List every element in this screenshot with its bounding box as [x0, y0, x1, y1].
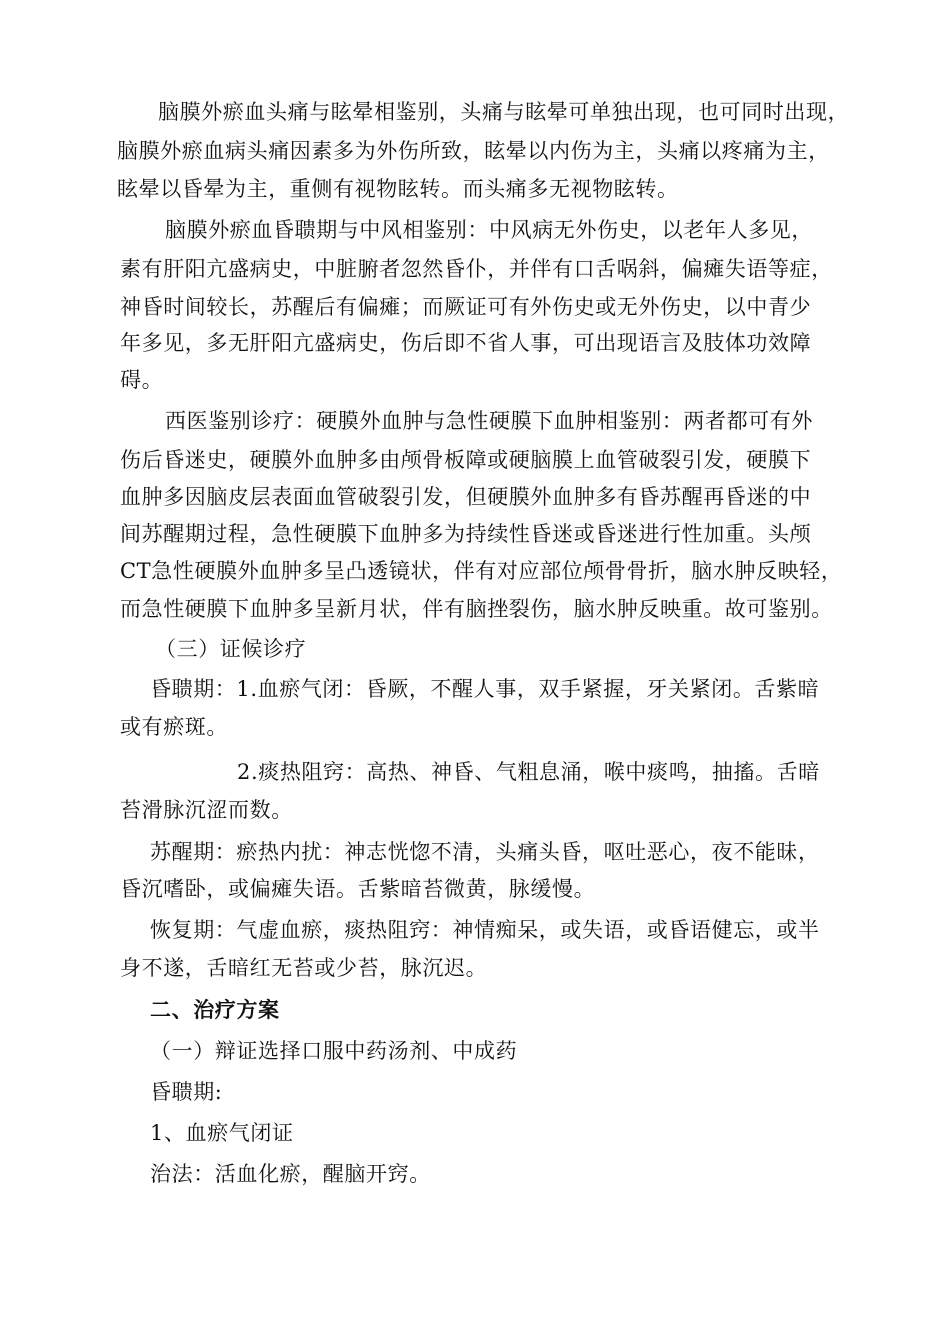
- item-title: 1、血瘀气闭证: [150, 1121, 294, 1145]
- paragraph-line: CT急性硬膜外血肿多呈凸透镜状，伴有对应部位颅骨骨折，脑水肿反映轻，: [120, 559, 843, 583]
- paragraph-line: 2.痰热阻窍：高热、神昏、气粗息涌，喉中痰鸣，抽搐。舌暗: [237, 760, 820, 784]
- paragraph-line: 脑膜外瘀血病头痛因素多为外伤所致，眩晕以内伤为主，头痛以疼痛为主，: [117, 139, 830, 163]
- paragraph-line: 间苏醒期过程，急性硬膜下血肿多为持续性昏迷或昏迷进行性加重。头颅: [120, 522, 812, 546]
- paragraph-line: 苔滑脉沉涩而数。: [120, 798, 293, 822]
- paragraph-line: 身不遂，舌暗红无苔或少苔，脉沉迟。: [120, 956, 488, 980]
- paragraph-line: 素有肝阳亢盛病史，中脏腑者忽然昏仆，并伴有口舌㖞斜，偏瘫失语等症，: [120, 257, 833, 281]
- paragraph-line: 昏聩期：1.血瘀气闭：昏厥，不醒人事，双手紧握，牙关紧闭。舌紫暗: [150, 677, 820, 701]
- main-heading: 二、治疗方案: [150, 998, 280, 1022]
- paragraph-line: 恢复期：气虚血瘀，痰热阻窍：神情痴呆，或失语，或昏语健忘，或半: [150, 918, 820, 942]
- section-heading: （三）证候诊疗: [155, 637, 307, 661]
- paragraph-line: 西医鉴别诊疗：硬膜外血肿与急性硬膜下血肿相鉴别：两者都可有外: [165, 409, 813, 433]
- paragraph-line: 或有瘀斑。: [120, 715, 228, 739]
- paragraph-line: 碍。: [120, 368, 164, 392]
- paragraph-line: 昏沉嗜卧，或偏瘫失语。舌紫暗苔微黄，脉缓慢。: [120, 877, 596, 901]
- paragraph-line: 血肿多因脑皮层表面血管破裂引发，但硬膜外血肿多有昏苏醒再昏迷的中: [120, 485, 812, 509]
- paragraph-line: 脑膜外瘀血头痛与眩晕相鉴别，头痛与眩晕可单独出现，也可同时出现，: [158, 100, 850, 124]
- paragraph-line: 而急性硬膜下血肿多呈新月状，伴有脑挫裂伤，脑水肿反映重。故可鉴别。: [120, 597, 833, 621]
- paragraph-line: 眩晕以昏晕为主，重侧有视物眩转。而头痛多无视物眩转。: [117, 177, 679, 201]
- paragraph-line: 脑膜外瘀血昏聩期与中风相鉴别：中风病无外伤史，以老年人多见，: [165, 218, 813, 242]
- subheading: 昏聩期:: [150, 1080, 223, 1104]
- paragraph-line: 年多见，多无肝阳亢盛病史，伤后即不省人事，可出现语言及肢体功效障: [120, 331, 812, 355]
- section-heading: （一）辩证选择口服中药汤剂、中成药: [150, 1039, 518, 1063]
- paragraph-line: 神昏时间较长，苏醒后有偏瘫；而厥证可有外伤史或无外伤史，以中青少: [120, 295, 812, 319]
- paragraph-line: 苏醒期：瘀热内扰：神志恍惚不清，头痛头昏，呕吐恶心，夜不能昧，: [150, 840, 820, 864]
- treatment-method: 治法：活血化瘀，醒脑开窍。: [150, 1162, 431, 1186]
- paragraph-line: 伤后昏迷史，硬膜外血肿多由颅骨板障或硬脑膜上血管破裂引发，硬膜下: [120, 448, 812, 472]
